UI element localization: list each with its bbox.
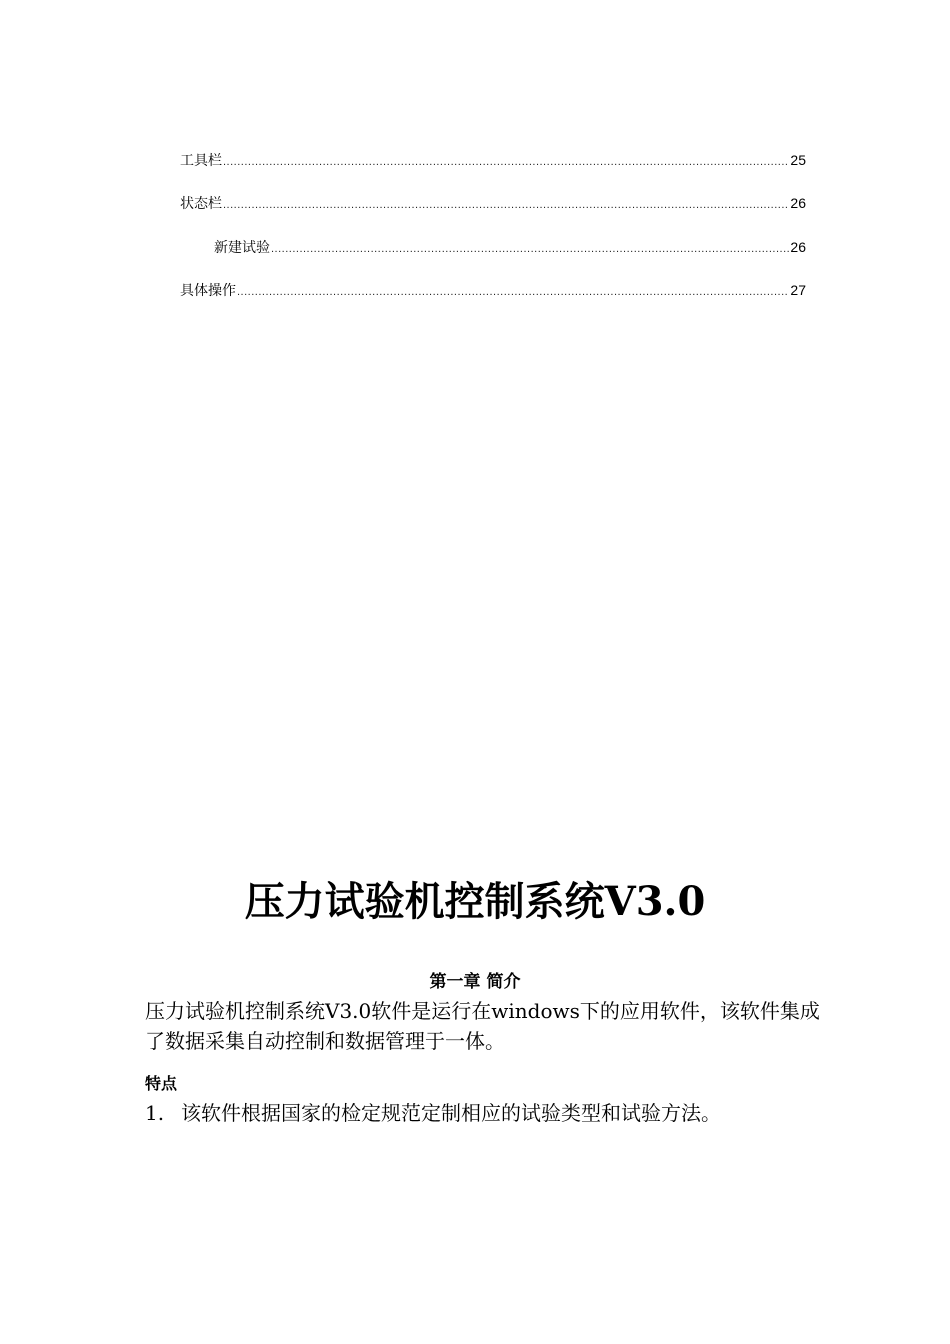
toc-dot-leader — [223, 154, 789, 170]
intro-paragraph: 压力试验机控制系统V3.0软件是运行在windows下的应用软件，该软件集成了数据采集自动控制和数据管理于一体。 — [145, 999, 820, 1053]
toc-dot-leader — [237, 284, 789, 300]
toc-entry-page: 27 — [790, 282, 806, 298]
toc-entry-title: 具体操作 — [180, 282, 236, 298]
toc-entry-page: 26 — [790, 195, 806, 211]
toc-entry-statusbar[interactable] — [180, 170, 806, 214]
toc-entry-toolbar[interactable] — [180, 126, 806, 170]
toc-dot-leader — [271, 241, 789, 257]
toc-entry-page: 26 — [790, 238, 806, 255]
feature-number: 1. — [145, 1101, 165, 1125]
feature-text: 该软件根据国家的检定规范定制相应的试验类型和试验方法。 — [181, 1101, 721, 1125]
document-title: 压力试验机控制系统V3.0 — [244, 878, 706, 925]
features-heading: 特点 — [145, 1074, 178, 1093]
toc-entry-title: 工具栏 — [180, 151, 222, 168]
toc-entry-page: 25 — [790, 151, 806, 168]
chapter-heading: 第一章 简介 — [429, 972, 521, 992]
toc-entry-operations[interactable] — [180, 257, 806, 301]
toc-entry-new-test[interactable] — [180, 213, 806, 257]
toc-entry-title: 状态栏 — [180, 195, 222, 211]
toc-dot-leader — [223, 197, 789, 213]
toc-entry-title: 新建试验 — [214, 238, 270, 255]
table-of-contents — [180, 126, 806, 300]
feature-item — [145, 1098, 845, 1128]
